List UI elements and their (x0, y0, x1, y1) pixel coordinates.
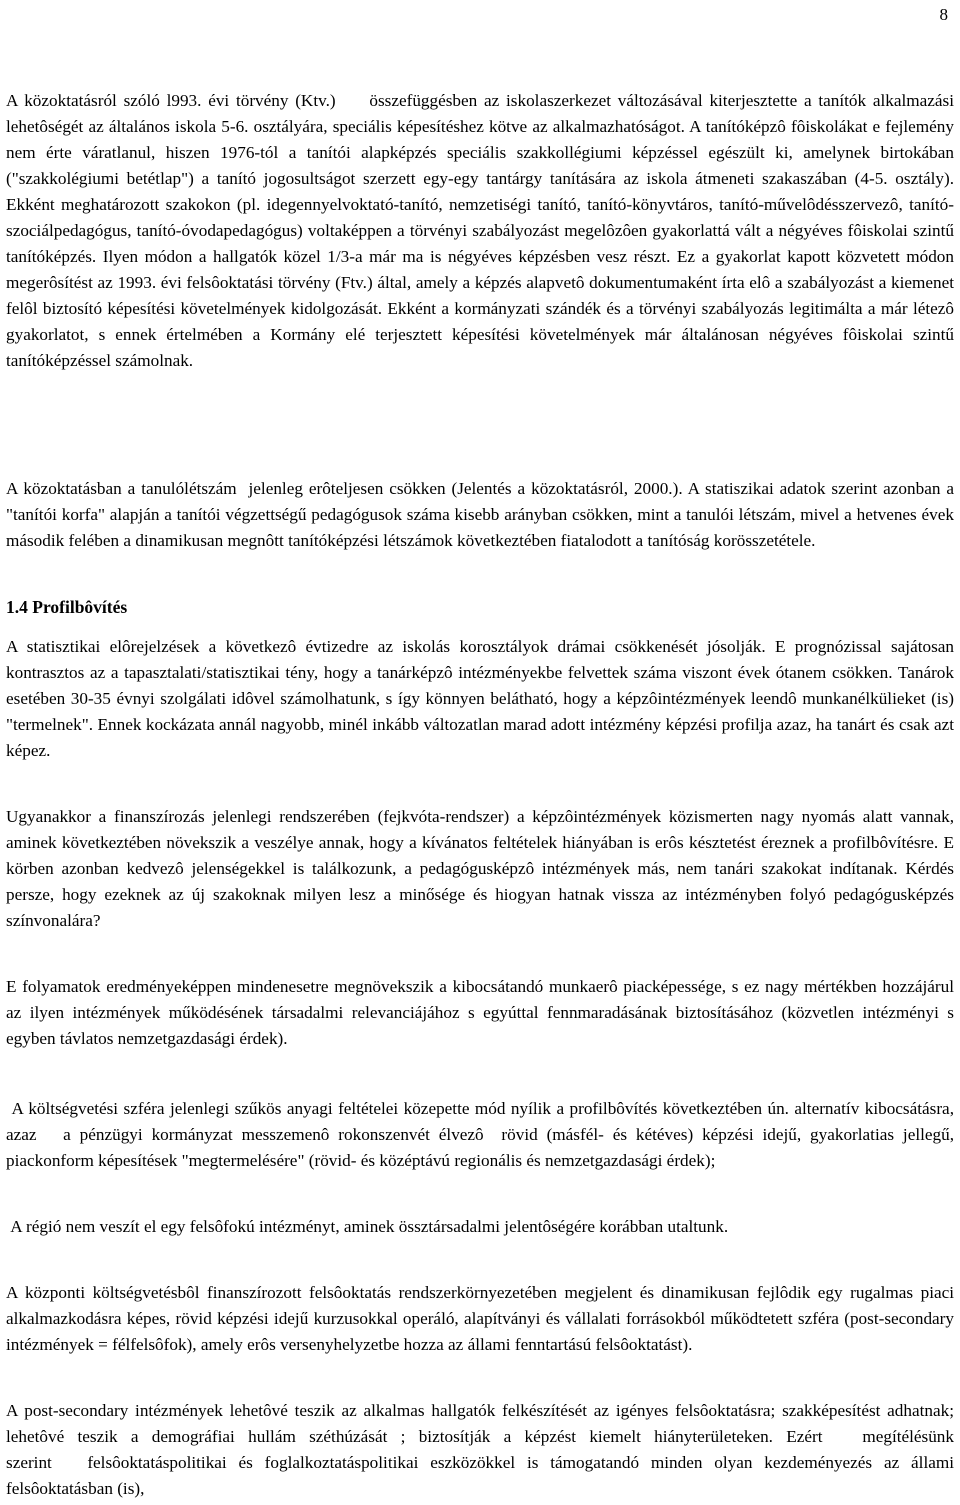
paragraph-elorejelzesek: A statisztikai elôrejelzések a következô évtizedre az iskolás korosztályok drámai csökkenését jósolják. E prognózissal sajátosan kontrasztos az a tapasztalati/statisztikai tény, hogy a tanárképzô intézményekbe felvettek száma viszont évek ótanem csökken. Tanárok esetében 30-35 évnyi szolgálati idôvel számolhatunk, s így könnyen belátható, hogy a képzôintézmények leendô munkanélkülieket (is) "termelnek". Ennek kockázata annál nagyobb, minél inkább változatlan marad adott intézmény képzési profilja azaz, ha tanárt és csak azt képez. (6, 637, 954, 760)
paragraph-koltsegvetes: A költségvetési szféra jelenlegi szűkös anyagi feltételei közepette mód nyílik a profilbôvítés következtében ún. alternatív kibocsátásra, azaz a pénzügyi kormányzat messzemenô rokonszenvét élvezô rövid (másfél- és kétéves) képzési idejű, gyakorlatias jellegű, piackonform képesítések "megtermelésére" (rövid- és középtávú regionális és nemzetgazdasági érdek); (6, 1099, 954, 1170)
page-number: 8 (939, 5, 948, 24)
paragraph-folyamatok: E folyamatok eredményeképpen mindenesetre megnövekszik a kibocsátandó munkaerô piacképessége, s ez nagy mértékben hozzájárul az ilyen intézmények működésének társadalmi relevanciájához s egyúttal fennmaradásának biztosításához (közvetlen intézményi s egyben távlatos nemzetgazdasági érdek). (6, 977, 954, 1048)
section-heading: 1.4 Profilbôvítés (6, 597, 128, 617)
paragraph-kozponti: A központi költségvetésbôl finanszírozott felsôoktatás rendszerkörnyezetében megjelent és dinamikusan fejlôdik egy rugalmas piaci alkalmazkodásra képes, rövid képzési idejű kurzusokkal operáló, alapítványi és vállalati forrásokból működtetett szféra (post-secondary intézmények = félfelsôfok), amely erôs versenyhelyzetbe hozza az állami fenntartású felsôoktatást). (6, 1283, 954, 1354)
paragraph-regio: A régió nem veszít el egy felsôfokú intézményt, aminek össztársadalmi jelentôségére korábban utaltunk. (6, 1217, 729, 1236)
paragraph-ktv: A közoktatásról szóló l993. évi törvény (Ktv.) összefüggésben az iskolaszerkezet változásával kiterjesztette a tanítók alkalmazási lehetôségét az általános iskola 5-6. osztályára, speciális képesítéshez kötve az alkalmazhatóságot. A tanítóképzô fôiskolákat e fejlemény nem érte váratlanul, hiszen 1976-tól a tanítói alapképzés speciális szakkollégiumi képzéssel egészült ki, amelynek birtokában ("szakkolégiumi betétlap") a tanító jogosultságot szerzett egy-egy tantárgy tanítására az iskola átmeneti szakaszában (4-5. osztály). Ekként meghatározott szakokon (pl. idegennyelvoktató-tanító, nemzetiségi tanító, tanító-könyvtáros, tanító-művelôdésszervezô, tanító-szociálpedagógus, tanító-óvodapedagógus) voltaképpen a törvényi szabályozást megelôzôen gyakorlattá vált a négyéves fôiskolai szintű tanítóképzés. Ilyen módon a hallgatók közel 1/3-a már ma is négyéves képzésben vesz részt. Ez a gyakorlat kapott közvetett módon megerôsítést az 1993. évi felsôoktatási törvény (Ftv.) által, amely a képzés alapvetô dokumentumaként írta elô a szabályozást a kiemenet felôl biztosító képesítési követelmények kidolgozását. Ekként a kormányzati szándék és a törvényi szabályozás legitimálta a már létezô gyakorlatot, s ennek értelmében a Kormány elé terjesztett képesítési követelmények már általánosan négyéves fôiskolai szintű tanítóképzéssel számolnak. (6, 91, 954, 370)
paragraph-post-secondary: A post-secondary intézmények lehetôvé teszik az alkalmas hallgatók felkészítését az igényes felsôoktatásra; szakképesítést adhatnak; lehetôvé teszik a demográfiai hullám széthúzását ; biztosítják a képzést kiemelt hiányterületeken. Ezért megítélésünk szerint felsôoktatáspolitikai és foglalkoztatáspolitikai eszközökkel is támogatandó minden olyan kezdeményezés az állami felsôoktatásban (is), (6, 1401, 954, 1498)
paragraph-tanuloletszam: A közoktatásban a tanulólétszám jelenleg erôteljesen csökken (Jelentés a közoktatásról, 2000.). A statiszikai adatok szerint azonban a "tanítói korfa" alapján a tanítói végzettségű pedagógusok száma kisebb arányban csökken, mint a tanulói létszám, mivel a hetvenes évek második felében a dinamikusan megnôtt tanítóképzési létszámok következtében fiatalodott a tanítóság korösszetétele. (6, 479, 954, 550)
paragraph-finanszirozas: Ugyanakkor a finanszírozás jelenlegi rendszerében (fejkvóta-rendszer) a képzôintézmények közismerten nagy nyomás alatt vannak, aminek következtében növekszik a veszélye annak, hogy a kívánatos feltételek hiányában is erôs késztetést éreznek a profilbôvítésre. E körben azonban kedvezô jelenségekkel is találkozunk, a pedagógusképzô intézmények más, nem tanári szakokat indítanak. Kérdés persze, hogy ezeknek az új szakoknak milyen lesz a minősége és hiogyan hatnak vissza az intézményben folyó pedagógusképzés színvonalára? (6, 807, 954, 930)
